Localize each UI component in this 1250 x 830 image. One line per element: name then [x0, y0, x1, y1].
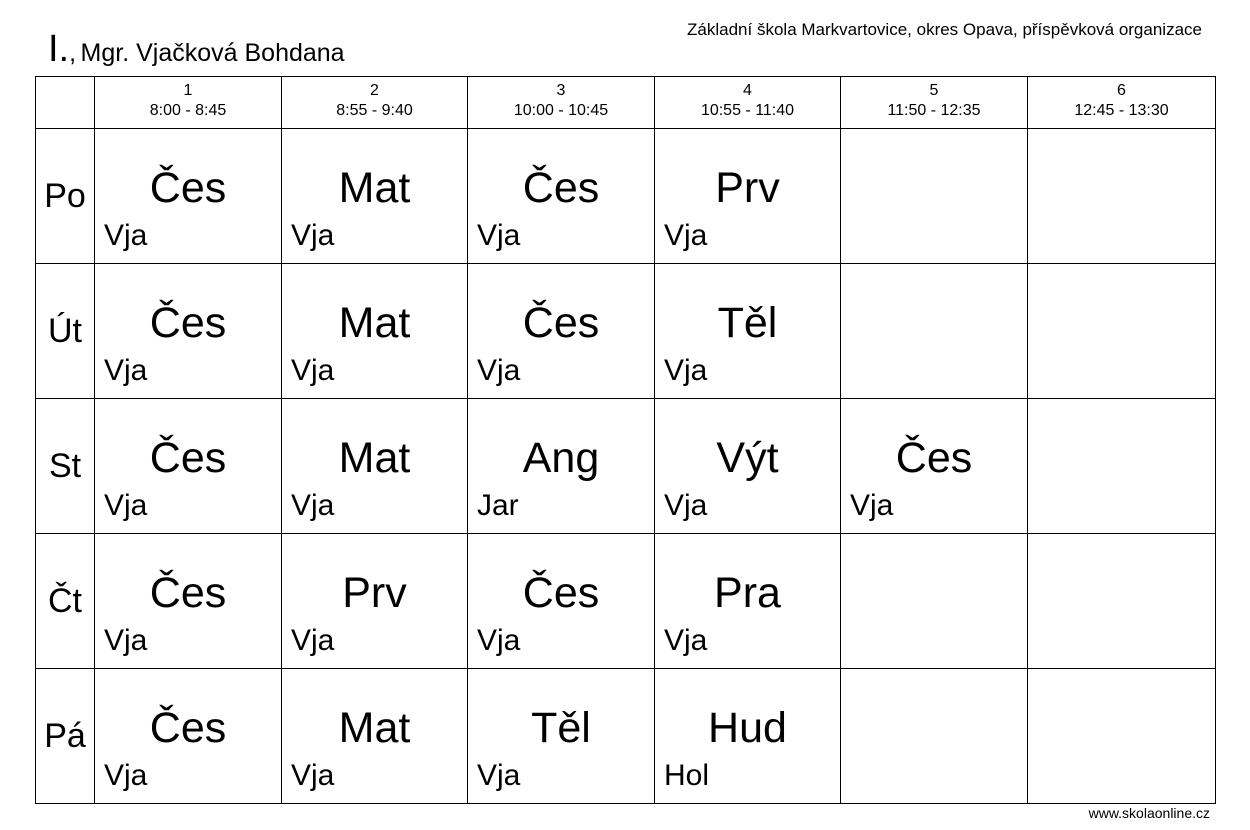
lesson-teacher: Vja	[664, 354, 708, 387]
lesson-subject: Hud	[708, 704, 787, 752]
period-time: 8:55 - 9:40	[336, 102, 413, 119]
lesson-subject: Čes	[149, 704, 227, 752]
day-label: St	[36, 399, 95, 534]
lesson-cell	[841, 534, 1028, 669]
day-row	[36, 669, 1216, 804]
lesson-subject: Výt	[716, 434, 779, 482]
period-header	[468, 77, 655, 129]
day-label: Po	[36, 129, 95, 264]
lesson-teacher: Vja	[477, 624, 521, 657]
class-title	[48, 30, 345, 68]
lesson-cell	[95, 264, 282, 399]
lesson-subject: Ang	[522, 434, 600, 482]
lesson-teacher: Vja	[104, 759, 148, 792]
lesson-cell	[468, 264, 655, 399]
lesson-cell	[841, 264, 1028, 399]
lesson-cell	[1028, 669, 1216, 804]
lesson-teacher: Vja	[291, 759, 335, 792]
lesson-cell	[1028, 399, 1216, 534]
lesson-cell	[841, 129, 1028, 264]
lesson-teacher: Vja	[104, 354, 148, 387]
period-header-row	[36, 77, 1216, 129]
lesson-teacher: Jar	[477, 489, 519, 522]
lesson-teacher: Vja	[291, 219, 335, 252]
lesson-cell	[655, 264, 841, 399]
class-name: I.	[48, 28, 70, 70]
lesson-cell	[468, 399, 655, 534]
period-time: 10:55 - 11:40	[700, 102, 795, 119]
period-number: 2	[370, 82, 379, 99]
period-header	[95, 77, 282, 129]
lesson-teacher: Vja	[291, 354, 335, 387]
lesson-cell	[841, 669, 1028, 804]
lesson-teacher: Vja	[477, 354, 521, 387]
lesson-teacher: Vja	[291, 624, 335, 657]
lesson-cell	[655, 129, 841, 264]
lesson-teacher: Vja	[104, 489, 148, 522]
lesson-subject: Těl	[717, 299, 778, 347]
lesson-teacher: Vja	[104, 219, 148, 252]
corner-cell	[36, 77, 95, 129]
day-label: Út	[36, 264, 95, 399]
day-row	[36, 129, 1216, 264]
period-number: 4	[743, 82, 752, 99]
lesson-subject: Mat	[338, 299, 411, 347]
lesson-cell	[282, 129, 468, 264]
lesson-teacher: Vja	[477, 759, 521, 792]
period-number: 3	[556, 82, 566, 99]
period-time: 11:50 - 12:35	[887, 102, 981, 119]
lesson-cell	[282, 399, 468, 534]
period-time: 8:00 - 8:45	[149, 102, 227, 119]
lesson-cell	[1028, 129, 1216, 264]
lesson-teacher: Vja	[104, 624, 148, 657]
lesson-subject: Mat	[338, 164, 411, 212]
lesson-teacher: Vja	[664, 624, 708, 657]
day-row	[36, 399, 1216, 534]
period-header	[655, 77, 841, 129]
lesson-teacher: Vja	[664, 489, 708, 522]
lesson-subject: Čes	[522, 569, 600, 617]
lesson-subject: Čes	[149, 299, 227, 347]
lesson-cell	[282, 534, 468, 669]
lesson-cell	[95, 399, 282, 534]
lesson-cell	[468, 534, 655, 669]
lesson-subject: Čes	[149, 569, 227, 617]
period-time: 12:45 - 13:30	[1074, 102, 1169, 119]
lesson-cell	[282, 264, 468, 399]
lesson-teacher: Vja	[664, 219, 708, 252]
lesson-cell	[1028, 264, 1216, 399]
period-number: 1	[183, 82, 193, 99]
timetable	[35, 76, 1216, 804]
lesson-cell	[282, 669, 468, 804]
period-time: 10:00 - 10:45	[513, 102, 609, 119]
lesson-cell	[95, 129, 282, 264]
lesson-cell	[95, 534, 282, 669]
lesson-teacher: Hol	[664, 759, 710, 792]
period-header	[841, 77, 1028, 129]
lesson-subject: Mat	[338, 704, 411, 752]
school-name: Základní škola Markvartovice, okres Opava, příspěvková organizace	[687, 20, 1202, 39]
lesson-subject: Prv	[342, 569, 407, 617]
lesson-cell	[655, 669, 841, 804]
lesson-subject: Čes	[895, 434, 973, 482]
lesson-teacher: Vja	[291, 489, 335, 522]
lesson-cell	[655, 399, 841, 534]
day-label: Čt	[36, 534, 95, 669]
lesson-cell	[468, 129, 655, 264]
lesson-cell	[468, 669, 655, 804]
lesson-teacher: Vja	[477, 219, 521, 252]
lesson-teacher: Vja	[850, 489, 894, 522]
period-header	[282, 77, 468, 129]
title-separator: ,	[69, 39, 77, 67]
lesson-cell	[95, 669, 282, 804]
lesson-subject: Čes	[522, 164, 600, 212]
lesson-subject: Čes	[149, 164, 227, 212]
class-teacher: Mgr. Vjačková Bohdana	[80, 39, 345, 67]
lesson-cell	[841, 399, 1028, 534]
lesson-subject: Pra	[714, 569, 781, 617]
period-number: 5	[929, 82, 939, 99]
day-label: Pá	[36, 669, 95, 804]
lesson-subject: Čes	[149, 434, 227, 482]
lesson-subject: Čes	[522, 299, 600, 347]
lesson-subject: Prv	[715, 164, 780, 212]
lesson-subject: Těl	[531, 704, 591, 752]
footer-website: www.skolaonline.cz	[1088, 805, 1210, 821]
period-header	[1028, 77, 1216, 129]
day-row	[36, 534, 1216, 669]
day-row	[36, 264, 1216, 399]
lesson-subject: Mat	[338, 434, 411, 482]
lesson-cell	[1028, 534, 1216, 669]
lesson-cell	[655, 534, 841, 669]
period-number: 6	[1117, 82, 1126, 99]
